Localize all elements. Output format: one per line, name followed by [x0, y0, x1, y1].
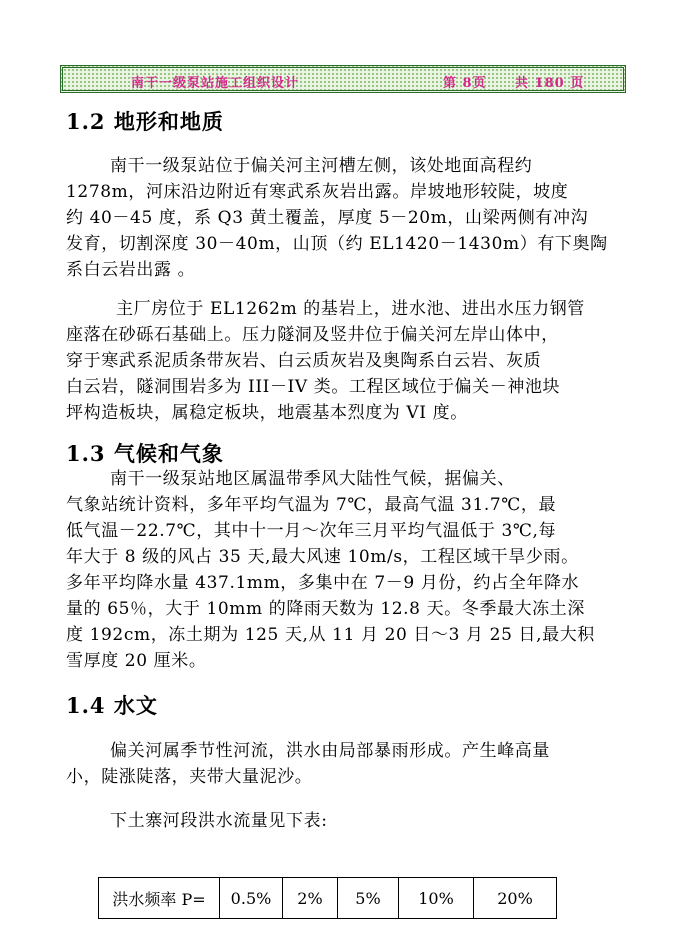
header-total-pages: 共 180 页 — [515, 76, 585, 91]
header-title: 南干一级泵站施工组织设计 — [131, 76, 300, 91]
table-row — [99, 878, 557, 919]
text-line: 主厂房位于 EL1262m 的基岩上，进水池、进出水压力钢管 — [116, 299, 585, 319]
section-heading-climate: 1.3 气候和气象 — [66, 441, 224, 466]
text-line: 发育，切割深度 30－40m，山顶（约 EL1420－1430m）有下奥陶 — [66, 234, 608, 254]
text-line: 下土寨河段洪水流量见下表: — [110, 811, 328, 831]
header-page-number: 第 8页 — [443, 76, 487, 91]
text-line: 度 192cm，冻土期为 125 天,从 11 月 20 日～3 月 25 日,最大积 — [66, 625, 595, 645]
text-line: 小，陡涨陡落，夹带大量泥沙。 — [66, 767, 313, 787]
paragraph-climate — [66, 466, 648, 674]
table-cell: 5% — [338, 878, 399, 919]
text-line: 坪构造板块，属稳定板块，地震基本烈度为 VI 度。 — [66, 403, 468, 423]
text-line: 气象站统计资料，多年平均气温为 7℃，最高气温 31.7℃，最 — [66, 495, 557, 515]
text-line: 多年平均降水量 437.1mm，多集中在 7－9 月份，约占全年降水 — [66, 573, 580, 593]
text-line: 量的 65％，大于 10mm 的降雨天数为 12.8 天。冬季最大冻土深 — [66, 599, 585, 619]
text-line: 南干一级泵站地区属温带季风大陆性气候，据偏关、 — [110, 469, 515, 489]
table-cell: 2% — [283, 878, 338, 919]
text-line: 南干一级泵站位于偏关河主河槽左侧，该处地面高程约 — [110, 156, 533, 176]
section-heading-hydrology: 1.4 水文 — [66, 693, 158, 718]
flood-frequency-table — [98, 877, 557, 919]
text-line: 约 40－45 度，系 Q3 黄土覆盖，厚度 5－20m，山梁两侧有冲沟 — [66, 208, 589, 228]
table-cell: 20% — [474, 878, 557, 919]
table-cell: 10% — [399, 878, 474, 919]
text-line: 1278m，河床沿边附近有寒武系灰岩出露。岸坡地形较陡，坡度 — [66, 182, 569, 202]
section-heading-terrain: 1.2 地形和地质 — [66, 109, 224, 134]
page-header — [60, 65, 626, 93]
table-cell: 0.5% — [220, 878, 283, 919]
text-line: 偏关河属季节性河流，洪水由局部暴雨形成。产生峰高量 — [110, 741, 550, 761]
paragraph-terrain-2 — [66, 296, 648, 426]
table-label-cell: 洪水频率 P= — [99, 878, 220, 919]
text-line: 白云岩，隧洞围岩多为 III－IV 类。工程区域位于偏关－神池块 — [66, 377, 561, 397]
paragraph-hydrology-1 — [66, 738, 648, 790]
text-line: 低气温－22.7℃，其中十一月～次年三月平均气温低于 3℃,每 — [66, 521, 557, 541]
paragraph-terrain-1 — [66, 153, 648, 283]
text-line: 雪厚度 20 厘米。 — [66, 651, 207, 671]
text-line: 年大于 8 级的风占 35 天,最大风速 10m/s，工程区域干旱少雨。 — [66, 547, 579, 567]
text-line: 座落在砂砾石基础上。压力隧洞及竖井位于偏关河左岸山体中， — [66, 325, 559, 345]
text-line: 穿于寒武系泥质条带灰岩、白云质灰岩及奥陶系白云岩、灰质 — [66, 351, 542, 371]
text-line: 系白云岩出露 。 — [66, 260, 196, 280]
paragraph-hydrology-2 — [66, 808, 648, 834]
